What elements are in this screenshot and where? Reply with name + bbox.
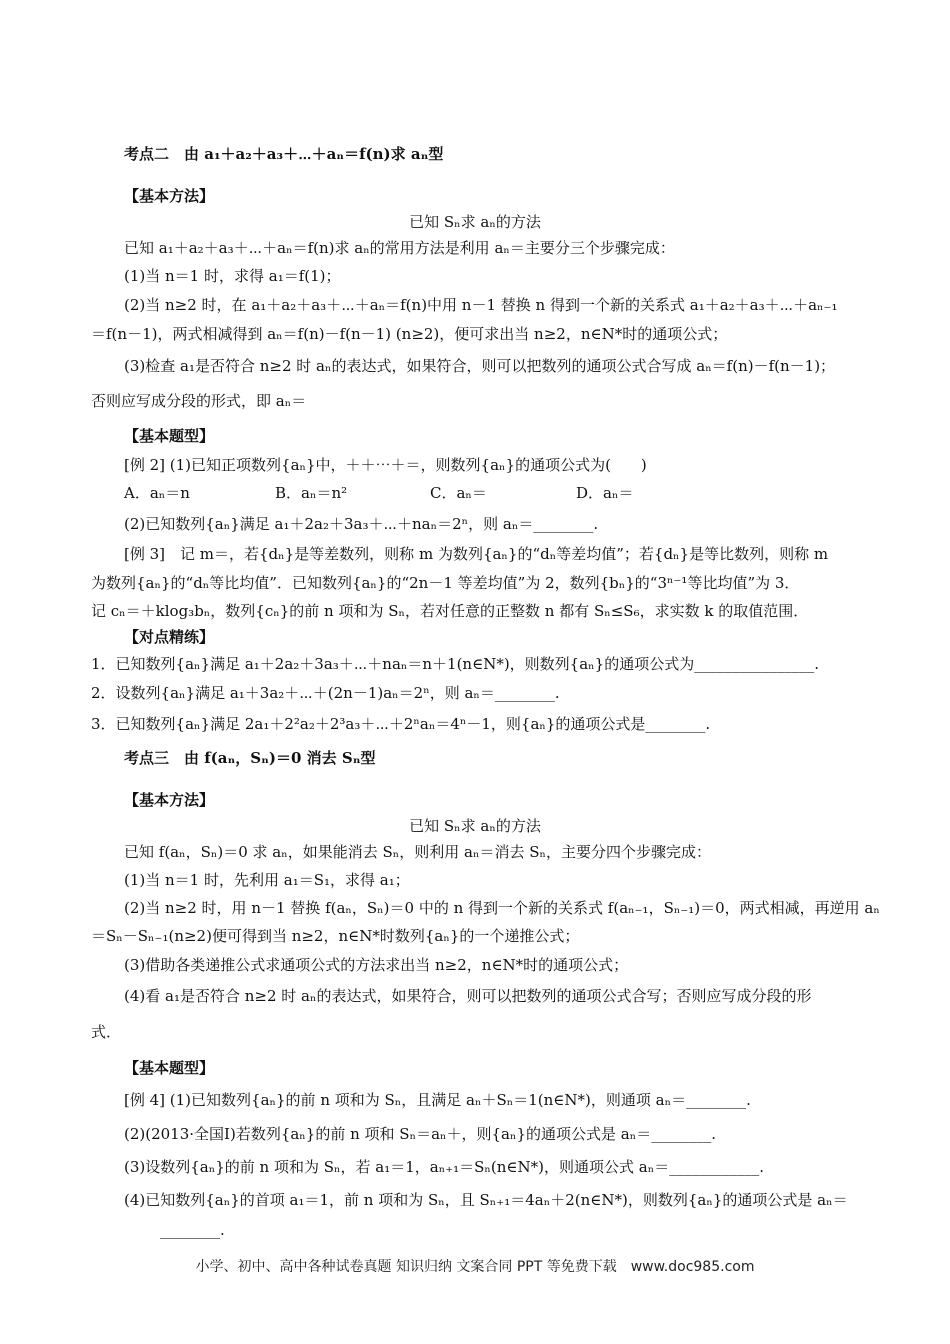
section3-method-line: (4)看 a₁是否符合 n≥2 时 aₙ的表达式，如果符合，则可以把数列的通项公式合写；否则应写成分段的形 <box>124 987 812 1005</box>
section2-method-line: 已知 a₁＋a₂＋a₃＋⋯＋aₙ＝f(n)求 aₙ的常用方法是利用 aₙ＝主要分三个步骤完成： <box>124 239 675 257</box>
section2-method-line: 否则应写成分段的形式，即 aₙ＝ <box>91 392 307 410</box>
example2-option-b: B．aₙ＝n² <box>275 484 348 502</box>
section3-method-line: ＝Sₙ－Sₙ₋₁(n≥2)便可得到当 n≥2，n∈N*时数列{aₙ}的一个递推公式； <box>91 927 580 945</box>
section2-method-line: (3)检查 a₁是否符合 n≥2 时 aₙ的表达式，如果符合，则可以把数列的通项公式合写成 aₙ＝f(n)－f(n－1)； <box>124 357 836 375</box>
section3-types-heading: 【基本题型】 <box>124 1059 215 1077</box>
section2-method-heading: 【基本方法】 <box>124 187 215 205</box>
example4-line: (3)设数列{aₙ}的前 n 项和为 Sₙ，若 a₁＝1，aₙ₊₁＝Sₙ(n∈N*)，则通项公式 aₙ＝____________. <box>124 1158 764 1176</box>
example3-line: 为数列{aₙ}的“dₙ等比均值”．已知数列{aₙ}的“2n－1 等差均值”为 2，数列{bₙ}的“3ⁿ⁻¹等比均值”为 3． <box>91 574 800 592</box>
example2-option-a: A．aₙ＝n <box>124 484 190 502</box>
example2-option-d: D．aₙ＝ <box>576 484 634 502</box>
section2-method-line: (1)当 n＝1 时，求得 a₁＝f(1)； <box>124 267 341 285</box>
practice-item: 3．已知数列{aₙ}满足 2a₁＋2²a₂＋2³a₃＋⋯＋2ⁿaₙ＝4ⁿ－1，则{aₙ}的通项公式是________. <box>91 715 711 733</box>
section3-method-heading: 【基本方法】 <box>124 791 215 809</box>
example2-line2: (2)已知数列{aₙ}满足 a₁＋2a₂＋3a₃＋⋯＋naₙ＝2ⁿ，则 aₙ＝________. <box>124 515 599 533</box>
example4-line: (2)(2013·全国Ⅰ)若数列{aₙ}的前 n 项和 Sₙ＝aₙ＋，则{aₙ}的通项公式是 aₙ＝________. <box>124 1125 716 1143</box>
footer-text: 小学、初中、高中各种试卷真题 知识归纳 文案合同 PPT 等免费下载 www.doc985.com <box>195 1259 755 1275</box>
practice-item: 2．设数列{aₙ}满足 a₁＋3a₂＋⋯＋(2n－1)aₙ＝2ⁿ，则 aₙ＝________. <box>91 684 560 702</box>
section2-title: 考点二 由 a₁＋a₂＋a₃＋⋯＋aₙ＝f(n)求 aₙ型 <box>124 145 444 163</box>
section3-method-line: 式． <box>91 1023 122 1041</box>
section2-types-heading: 【基本题型】 <box>124 427 215 445</box>
example2-line1: [例 2] (1)已知正项数列{aₙ}中，＋＋⋯＋＝，则数列{aₙ}的通项公式为( ) <box>124 456 647 474</box>
practice-item: 1．已知数列{aₙ}满足 a₁＋2a₂＋3a₃＋⋯＋naₙ＝n＋1(n∈N*)，则数列{aₙ}的通项公式为________________. <box>91 655 819 673</box>
section3-method-line: (1)当 n＝1 时，先利用 a₁＝S₁，求得 a₁； <box>124 871 410 889</box>
example4-line: [例 4] (1)已知数列{aₙ}的前 n 项和为 Sₙ，且满足 aₙ＋Sₙ＝1(n∈N*)，则通项 aₙ＝________. <box>124 1091 751 1109</box>
example4-line: (4)已知数列{aₙ}的首项 a₁＝1，前 n 项和为 Sₙ，且 Sₙ₊₁＝4aₙ＋2(n∈N*)，则数列{aₙ}的通项公式是 aₙ＝ <box>124 1191 848 1209</box>
example3-line: 记 cₙ＝＋klog₃bₙ，数列{cₙ}的前 n 项和为 Sₙ，若对任意的正整数 n 都有 Sₙ≤S₆，求实数 k 的取值范围． <box>91 602 809 620</box>
section3-method-line: 已知 f(aₙ，Sₙ)＝0 求 aₙ，如果能消去 Sₙ，则利用 aₙ＝消去 Sₙ，主要分四个步骤完成： <box>124 843 712 861</box>
practice-heading: 【对点精练】 <box>124 628 215 646</box>
example2-option-c: C．aₙ＝ <box>430 484 487 502</box>
section3-method-line: (2)当 n≥2 时，用 n－1 替换 f(aₙ，Sₙ)＝0 中的 n 得到一个新的关系式 f(aₙ₋₁，Sₙ₋₁)＝0，两式相减，再逆用 aₙ <box>124 899 880 917</box>
section3-method-line: (3)借助各类递推公式求通项公式的方法求出当 n≥2，n∈N*时的通项公式； <box>124 956 629 974</box>
example4-line: ________. <box>160 1221 225 1239</box>
section3-title: 考点三 由 f(aₙ，Sₙ)＝0 消去 Sₙ型 <box>124 749 376 767</box>
section3-method-subtitle: 已知 Sₙ求 aₙ的方法 <box>409 817 541 835</box>
section2-method-line: ＝f(n－1)，两式相减得到 aₙ＝f(n)－f(n－1) (n≥2)，便可求出当 n≥2，n∈N*时的通项公式； <box>91 325 728 343</box>
section2-method-line: (2)当 n≥2 时，在 a₁＋a₂＋a₃＋⋯＋aₙ＝f(n)中用 n－1 替换 n 得到一个新的关系式 a₁＋a₂＋a₃＋⋯＋aₙ₋₁ <box>124 296 838 314</box>
example3-line: [例 3] 记 m＝，若{dₙ}是等差数列，则称 m 为数列{aₙ}的“dₙ等差均值”；若{dₙ}是等比数列，则称 m <box>124 545 829 563</box>
section2-method-subtitle: 已知 Sₙ求 aₙ的方法 <box>409 213 541 231</box>
